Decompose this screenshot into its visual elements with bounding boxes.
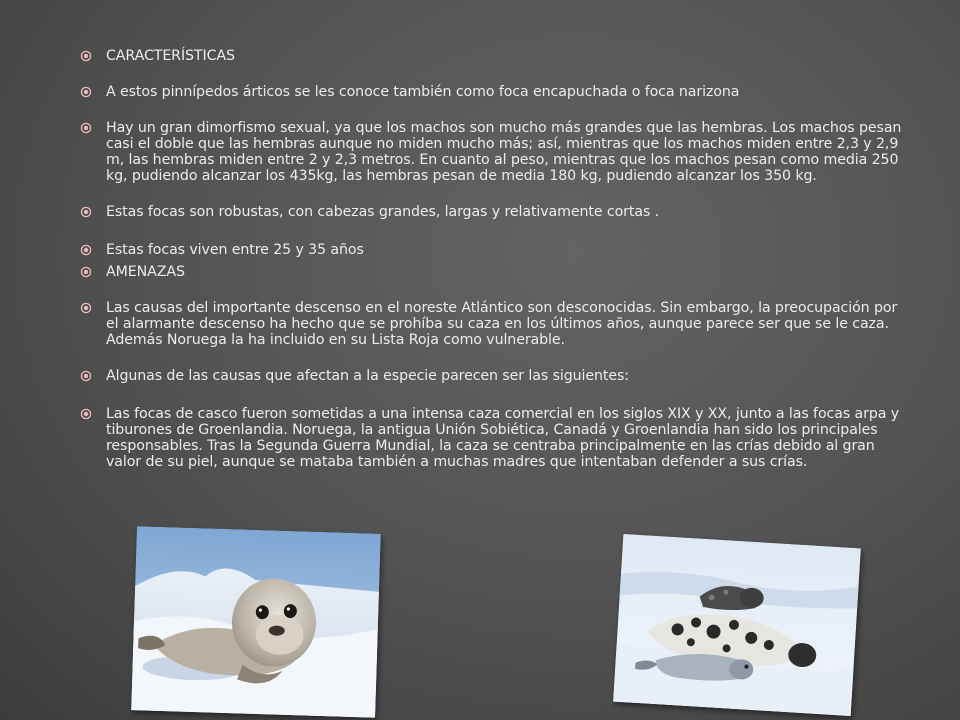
bullet-icon — [80, 206, 92, 218]
bullet-text: Estas focas son robustas, con cabezas grandes, largas y relativamente cortas . — [106, 204, 660, 220]
bullet-icon — [80, 370, 92, 382]
bullet-icon — [80, 244, 92, 256]
bullet-icon — [80, 122, 92, 134]
bullet-text: CARACTERÍSTICAS — [106, 48, 235, 64]
bullet-item-caracteristicas — [80, 48, 910, 64]
bullet-item-causas — [80, 368, 910, 384]
bullet-text: Las causas del importante descenso en el noreste Atlántico son desconocidas. Sin embargo, la preocupación por el alarmante descenso ha hecho que se prohíba su caza en los últimos años, aunque parece ser que se le caza. Además Noruega la ha incluido en su Lista Roja como vulnerable. — [106, 300, 898, 348]
seal-pup-photo — [131, 526, 381, 718]
bullet-icon — [80, 86, 92, 98]
bullet-text: Hay un gran dimorfismo sexual, ya que los machos son mucho más grandes que las hembras. Los machos pesan casi el doble que las hembras aunque no miden mucho más; así, mientras que los machos miden entre 2,3 y 2,9 m, las hembras miden entre 2 y 2,3 metros. En cuanto al peso, mientras que los machos pesan como media 250 kg, pudiendo alcanzar los 435kg, las hembras pesan de media 180 kg, pudiendo alcanzar los 350 kg. — [106, 120, 902, 184]
bullet-icon — [80, 266, 92, 278]
bullet-item-descenso — [80, 300, 910, 348]
hooded-seals-illustration — [613, 534, 861, 716]
bullet-item-nombres — [80, 84, 910, 100]
bullet-text: Algunas de las causas que afectan a la especie parecen ser las siguientes: — [106, 368, 629, 384]
bullet-text: Las focas de casco fueron sometidas a una intensa caza comercial en los siglos XIX y XX, junto a las focas arpa y tiburones de Groenlandia. Noruega, la antigua Unión Sobiética, Canadá y Groenlandia han sido los principales responsables. Tras la Segunda Guerra Mundial, la caza se centraba principalmente en las crías debido al gran valor de su piel, aunque se mataba también a muchas madres que intentaban defender a sus crías. — [106, 406, 900, 470]
bullet-icon — [80, 50, 92, 62]
hooded-seals-photo — [613, 534, 861, 716]
bullet-text: AMENAZAS — [106, 264, 185, 280]
bullet-item-amenazas — [80, 264, 910, 280]
bullet-item-robustas — [80, 204, 910, 220]
bullet-text: A estos pinnípedos árticos se les conoce también como foca encapuchada o foca narizona — [106, 84, 740, 100]
bullet-item-edad — [80, 242, 910, 258]
bullet-item-caza — [80, 406, 910, 470]
bullet-text: Estas focas viven entre 25 y 35 años — [106, 242, 364, 258]
bullet-icon — [80, 302, 92, 314]
slide-content — [80, 48, 910, 470]
bullet-item-dimorfismo — [80, 120, 910, 184]
bullet-icon — [80, 408, 92, 420]
seal-pup-illustration — [131, 526, 381, 718]
